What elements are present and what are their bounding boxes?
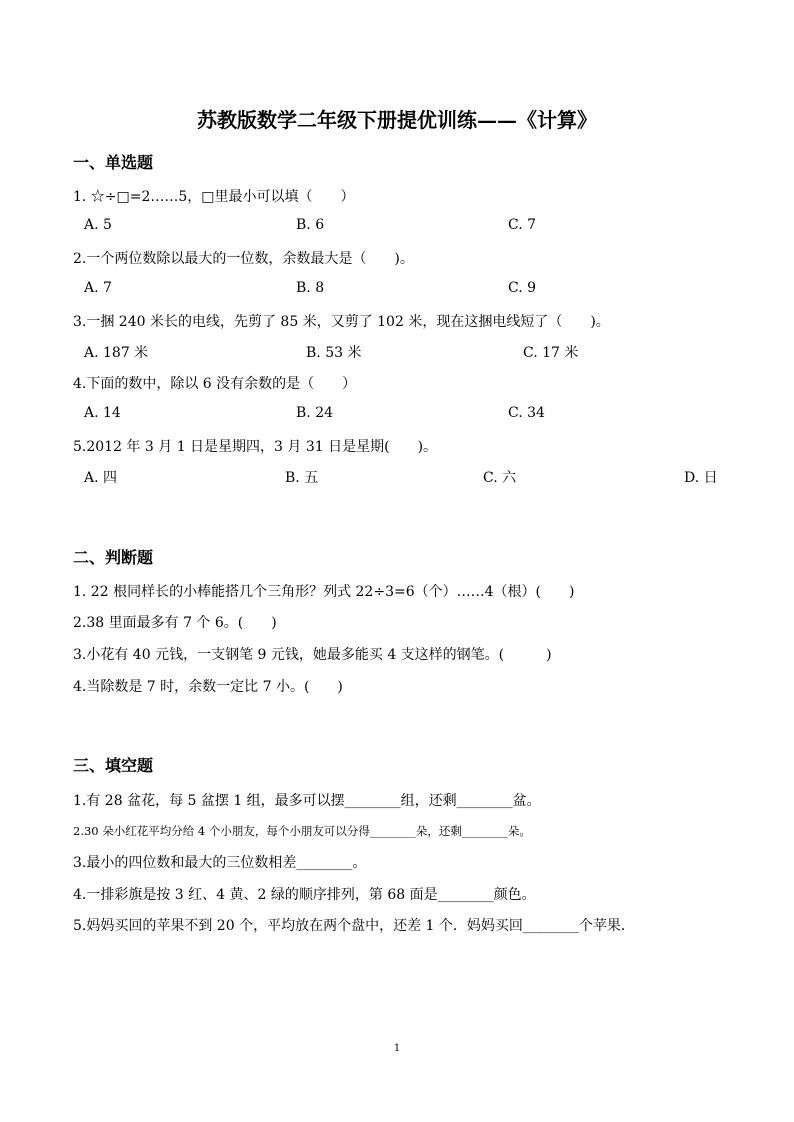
option-d: D. 日 [684,470,718,486]
option-a: A. 187 米 [84,345,149,361]
question-text: 1. 22 根同样长的小棒能搭几个三角形？列式 22÷3=6（个）……4（根）( ) [73,584,575,600]
section-heading-true-false: 二、判断题 [73,548,154,567]
option-a: A. 四 [84,470,118,486]
option-a: A. 7 [84,280,112,296]
question-text: 5.2012 年 3 月 1 日是星期四，3 月 31 日是星期( )。 [73,439,438,455]
option-b: B. 24 [296,405,334,421]
question-text: 4.一排彩旗是按 3 红、4 黄、2 绿的顺序排列，第 68 面是________颜色。 [73,887,536,903]
option-a: A. 14 [84,405,121,421]
question-text: 3.一捆 240 米长的电线，先剪了 85 米，又剪了 102 米，现在这捆电线短了（ )。 [73,314,610,330]
question-text: 5.妈妈买回的苹果不到 20 个，平均放在两个盘中，还差 1 个．妈妈买回________个苹果． [73,918,635,934]
page-title: 苏教版数学二年级下册提优训练——《计算》 [197,108,597,132]
option-b: B. 五 [285,470,319,486]
question-text: 1. ☆÷□=2……5，□里最小可以填（ ） [73,189,355,205]
question-text: 3.最小的四位数和最大的三位数相差________。 [73,855,367,871]
option-b: B. 8 [296,280,325,296]
option-c: C. 六 [483,470,517,486]
option-c: C. 34 [508,405,545,421]
section-heading-fill-blank: 三、填空题 [73,756,154,775]
option-c: C. 7 [508,217,537,233]
section-heading-single-choice: 一、单选题 [73,153,154,172]
question-text: 4.当除数是 7 时，余数一定比 7 小。( ) [73,679,343,695]
option-c: C. 9 [508,280,537,296]
question-text: 2.一个两位数除以最大的一位数，余数最大是（ )。 [73,251,414,267]
question-text: 2.30 朵小红花平均分给 4 个小朋友，每个小朋友可以分得________朵，还剩________朵。 [73,824,531,838]
option-c: C. 17 米 [523,345,579,361]
question-text: 1.有 28 盆花，每 5 盆摆 1 组，最多可以摆________组，还剩________盆。 [73,793,541,809]
question-text: 3.小花有 40 元钱，一支钢笔 9 元钱，她最多能买 4 支这样的钢笔。( ) [73,647,552,663]
question-text: 4.下面的数中，除以 6 没有余数的是（ ） [73,376,357,392]
page-number: 1 [393,1043,401,1054]
option-a: A. 5 [84,217,112,233]
option-b: B. 53 米 [306,345,362,361]
option-b: B. 6 [296,217,325,233]
question-text: 2.38 里面最多有 7 个 6。( ) [73,615,277,631]
